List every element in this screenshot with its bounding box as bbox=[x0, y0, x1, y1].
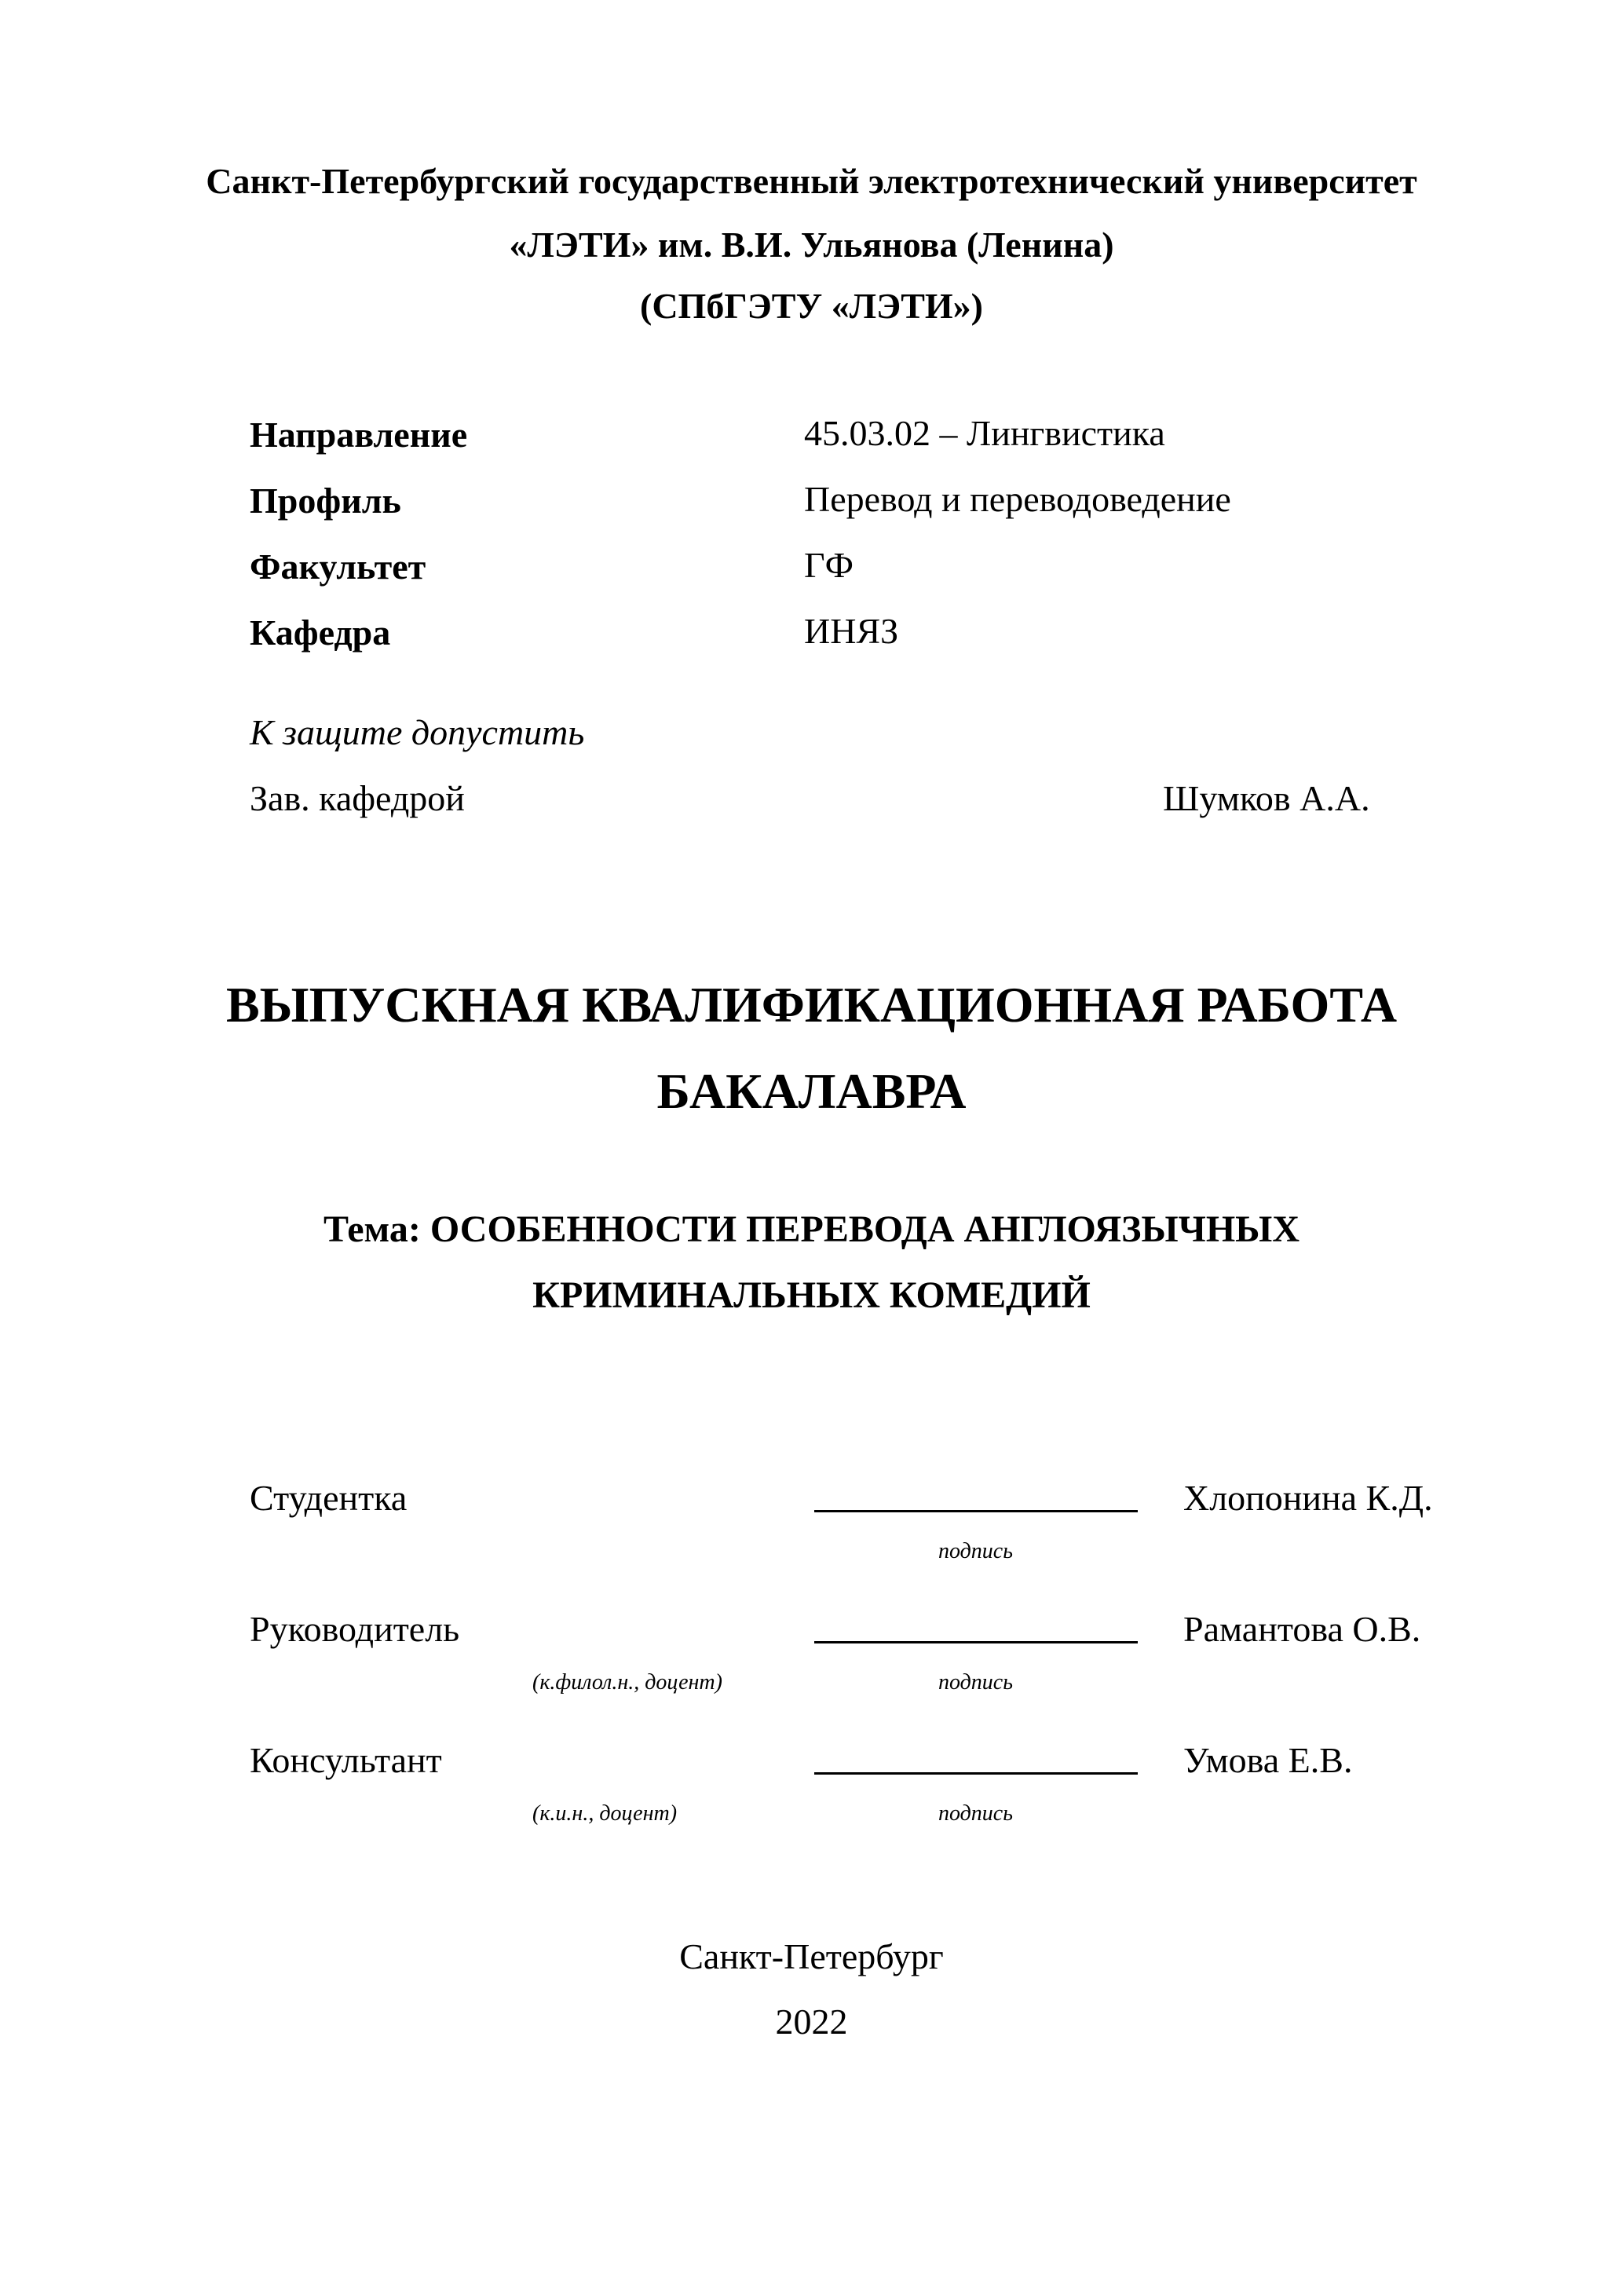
university-name: Санкт-Петербургский государственный электротехнический университет bbox=[206, 161, 1417, 201]
faculty-label: Факультет bbox=[250, 547, 426, 587]
supervisor-degree-note: (к.филол.н., доцент) bbox=[532, 1670, 722, 1695]
direction-label: Направление bbox=[250, 415, 468, 455]
theme-line2: КРИМИНАЛЬНЫХ КОМЕДИЙ bbox=[532, 1274, 1091, 1316]
approval-title: К защите допустить bbox=[250, 712, 585, 752]
profile-label: Профиль bbox=[250, 481, 401, 521]
department-label: Кафедра bbox=[250, 612, 391, 653]
profile-value: Перевод и переводоведение bbox=[804, 479, 1231, 519]
work-title-line1: ВЫПУСКНАЯ КВАЛИФИКАЦИОННАЯ РАБОТА bbox=[225, 977, 1398, 1033]
student-signature-caption: подпись bbox=[938, 1539, 1013, 1563]
work-title-line2: БАКАЛАВРА bbox=[656, 1063, 967, 1119]
student-name: Хлопонина К.Д. bbox=[1183, 1478, 1433, 1518]
consultant-degree-note: (к.и.н., доцент) bbox=[532, 1801, 678, 1826]
university-abbreviation: (СПбГЭТУ «ЛЭТИ») bbox=[640, 286, 983, 326]
approval-name: Шумков А.А. bbox=[1163, 778, 1370, 818]
faculty-value: ГФ bbox=[804, 545, 854, 585]
department-value: ИНЯЗ bbox=[804, 611, 899, 651]
approval-role: Зав. кафедрой bbox=[250, 778, 465, 818]
consultant-signature-line bbox=[814, 1772, 1138, 1775]
theme-line1: Тема: ОСОБЕННОСТИ ПЕРЕВОДА АНГЛОЯЗЫЧНЫХ bbox=[324, 1208, 1299, 1250]
supervisor-signature-caption: подпись bbox=[938, 1670, 1013, 1695]
direction-value: 45.03.02 – Лингвистика bbox=[804, 413, 1165, 453]
consultant-role: Консультант bbox=[250, 1740, 442, 1780]
footer-city: Санкт-Петербург bbox=[679, 1936, 944, 1976]
supervisor-signature-line bbox=[814, 1641, 1138, 1643]
university-short-name: «ЛЭТИ» им. В.И. Ульянова (Ленина) bbox=[509, 225, 1114, 265]
student-signature-line bbox=[814, 1510, 1138, 1512]
footer-year: 2022 bbox=[775, 2002, 848, 2042]
student-role: Студентка bbox=[250, 1478, 408, 1518]
consultant-name: Умова Е.В. bbox=[1183, 1740, 1353, 1780]
supervisor-role: Руководитель bbox=[250, 1609, 460, 1649]
consultant-signature-caption: подпись bbox=[938, 1801, 1013, 1826]
supervisor-name: Рамантова О.В. bbox=[1183, 1609, 1421, 1649]
